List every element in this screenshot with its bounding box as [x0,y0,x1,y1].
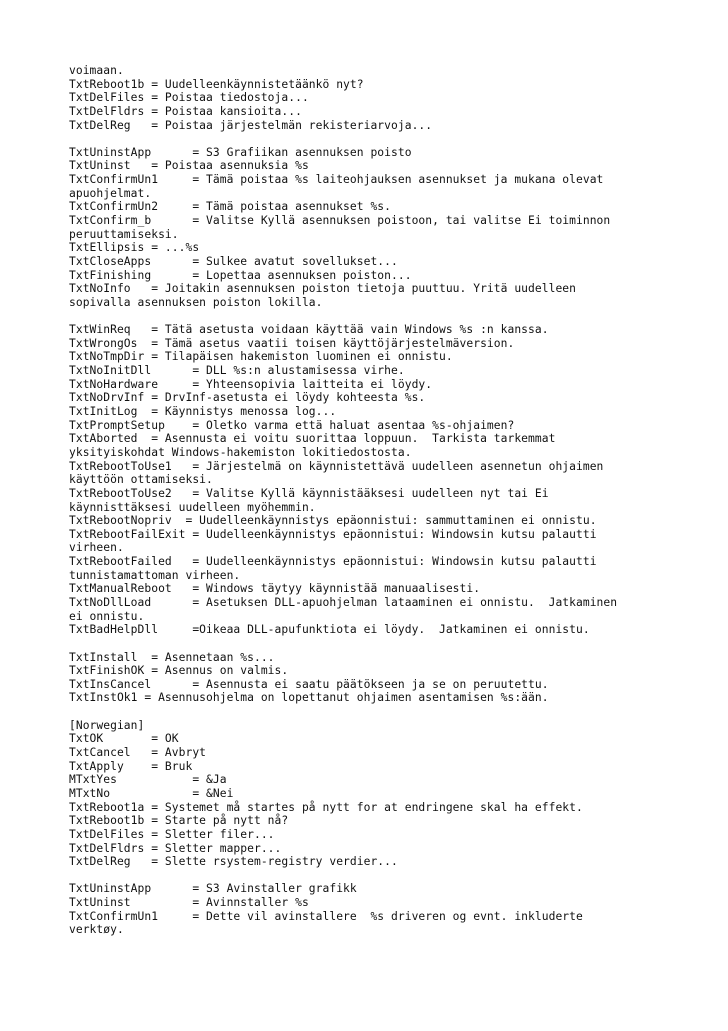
text-line: TxtNoDrvInf = DrvInf-asetusta ei löydy kohteesta %s. [69,391,426,405]
text-line: [Norwegian] [69,718,145,732]
text-line: TxtManualReboot = Windows täytyy käynnistää manuaalisesti. [69,582,481,596]
text-line: voimaan. [69,64,124,77]
text-line: TxtNoHardware = Yhteensopivia laitteita ei löydy. [69,377,433,391]
text-line: TxtDelFldrs = Poistaa kansioita... [69,104,302,118]
text-line: apuohjelmat. [69,186,152,200]
text-line: TxtConfirmUn1 = Dette vil avinstallere %s driveren og evnt. inkluderte [69,909,583,923]
text-line: TxtWinReq = Tätä asetusta voidaan käyttää vain Windows %s :n kanssa. [69,323,549,337]
text-line: MTxtNo = &Nei [69,786,234,800]
text-line: ei onnistu. [69,609,145,623]
text-line: TxtNoDllLoad = Asetuksen DLL-apuohjelman lataaminen ei onnistu. Jatkaminen [69,595,618,609]
text-line: TxtRebootFailed = Uudelleenkäynnistys epäonnistui: Windowsin kutsu palautti [69,555,597,569]
text-line: TxtAborted = Asennusta ei voitu suorittaa loppuun. Tarkista tarkemmat [69,432,556,446]
text-line: TxtRebootToUse1 = Järjestelmä on käynnistettävä uudelleen asennetun ohjaimen [69,459,604,473]
text-line: TxtWrongOs = Tämä asetus vaatii toisen käyttöjärjestelmäversion. [69,336,515,350]
text-line: käynnisttäksesi uudelleen myöhemmin. [69,500,316,514]
blank-line [69,637,709,651]
text-line: TxtNoInfo = Joitakin asennuksen poiston tietoja puuttuu. Yritä uudelleen [69,282,576,296]
text-line: käyttöön ottamiseksi. [69,473,213,487]
text-line: sopivalla asennuksen poiston lokilla. [69,295,323,309]
text-line: TxtReboot1b = Uudelleenkäynnistetäänkö nyt? [69,77,364,91]
text-line: TxtDelFiles = Poistaa tiedostoja... [69,91,309,105]
text-line: TxtUninstApp = S3 Avinstaller grafikk [69,882,357,896]
text-line: yksityiskohdat Windows-hakemiston lokitiedostosta. [69,445,412,459]
text-line: TxtRebootToUse2 = Valitse Kyllä käynnistääksesi uudelleen nyt tai Ei [69,486,549,500]
text-line: TxtDelReg = Slette rsystem-registry verdier... [69,855,398,869]
text-line: TxtConfirmUn1 = Tämä poistaa %s laiteohjauksen asennukset ja mukana olevat [69,173,604,187]
text-line: verktøy. [69,923,124,937]
text-line: TxtOK = OK [69,732,179,746]
text-line: TxtInsCancel = Asennusta ei saatu päätökseen ja se on peruutettu. [69,677,549,691]
text-line: TxtFinishing = Lopettaa asennuksen poiston... [69,268,412,282]
text-line: TxtUninstApp = S3 Grafiikan asennuksen poisto [69,145,412,159]
text-line: TxtConfirmUn2 = Tämä poistaa asennukset %s. [69,200,392,214]
text-line: TxtCancel = Avbryt [69,746,207,760]
text-line: TxtUninst = Poistaa asennuksia %s [69,159,309,173]
text-line: TxtNoInitDll = DLL %s:n alustamisessa virhe. [69,364,405,378]
text-line: peruuttamiseksi. [69,227,179,241]
text-line: TxtInstOk1 = Asennusohjelma on lopettanut ohjaimen asentamisen %s:ään. [69,691,549,705]
document-text [69,64,709,937]
text-line: TxtConfirm_b = Valitse Kyllä asennuksen poistoon, tai valitse Ei toiminnon [69,214,611,228]
text-line: TxtInitLog = Käynnistys menossa log... [69,405,337,419]
text-line: virheen. [69,541,124,555]
text-line: TxtApply = Bruk [69,759,193,773]
text-line: TxtDelFldrs = Sletter mapper... [69,841,282,855]
blank-line [69,310,709,324]
text-line: TxtRebootNopriv = Uudelleenkäynnistys epäonnistui: sammuttaminen ei onnistu. [69,514,597,528]
text-line: TxtDelFiles = Sletter filer... [69,827,275,841]
text-line: TxtDelReg = Poistaa järjestelmän rekisteriarvoja... [69,118,433,132]
text-line: TxtUninst = Avinnstaller %s [69,896,309,910]
text-line: TxtReboot1a = Systemet må startes på nytt for at endringene skal ha effekt. [69,800,583,814]
text-line: TxtRebootFailExit = Uudelleenkäynnistys epäonnistui: Windowsin kutsu palautti [69,527,597,541]
text-line: tunnistamattoman virheen. [69,568,241,582]
text-line: MTxtYes = &Ja [69,773,227,787]
text-line: TxtNoTmpDir = Tilapäisen hakemiston luominen ei onnistu. [69,350,453,364]
text-line: TxtFinishOK = Asennus on valmis. [69,664,289,678]
blank-line [69,869,709,883]
text-line: TxtEllipsis = ...%s [69,241,200,255]
text-line: TxtBadHelpDll =Oikeaa DLL-apufunktiota ei löydy. Jatkaminen ei onnistu. [69,623,590,637]
text-line: TxtReboot1b = Starte på nytt nå? [69,814,289,828]
blank-line [69,705,709,719]
text-line: TxtPromptSetup = Oletko varma että haluat asentaa %s-ohjaimen? [69,418,515,432]
text-line: TxtCloseApps = Sulkee avatut sovellukset... [69,254,398,268]
blank-line [69,132,709,146]
text-line: TxtInstall = Asennetaan %s... [69,650,275,664]
